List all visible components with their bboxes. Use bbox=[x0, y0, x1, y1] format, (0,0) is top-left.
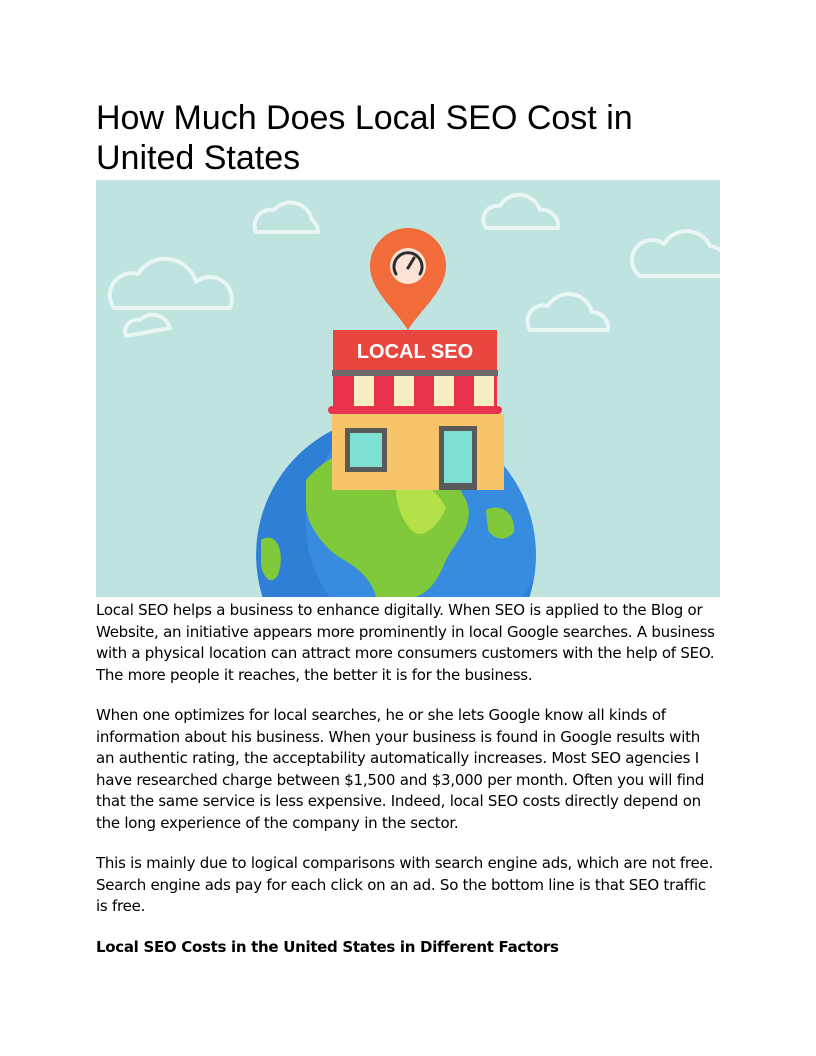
page-title: How Much Does Local SEO Cost in United States bbox=[96, 99, 633, 177]
paragraph-optimization: When one optimizes for local searches, he or she lets Google know all kinds of information about his business. When your business is found in Google results with an authentic rating, the acceptability automatically increases. Most SEO agencies I have researched charge between $1,500 and $3,000 per month. Often you will find that the same service is less expensive. Indeed, local SEO costs directly depend on the long experience of the company in the sector. bbox=[96, 706, 705, 832]
paragraph-intro: Local SEO helps a business to enhance digitally. When SEO is applied to the Blog or Website, an initiative appears more prominently in local Google searches. A business with a physical location can attract more consumers customers with the help of SEO. The more people it reaches, the better it is for the business. bbox=[96, 601, 715, 684]
section-heading: Local SEO Costs in the United States in Different Factors bbox=[96, 937, 559, 956]
hero-image bbox=[96, 180, 720, 597]
sign-label: LOCAL SEO bbox=[356, 341, 474, 363]
storefront-icon bbox=[328, 330, 504, 490]
document-page bbox=[96, 98, 720, 958]
paragraph-ads-comparison: This is mainly due to logical comparisons with search engine ads, which are not free. Search engine ads pay for each click on an ad. So the bottom line is that SEO traffic is free. bbox=[96, 854, 713, 915]
